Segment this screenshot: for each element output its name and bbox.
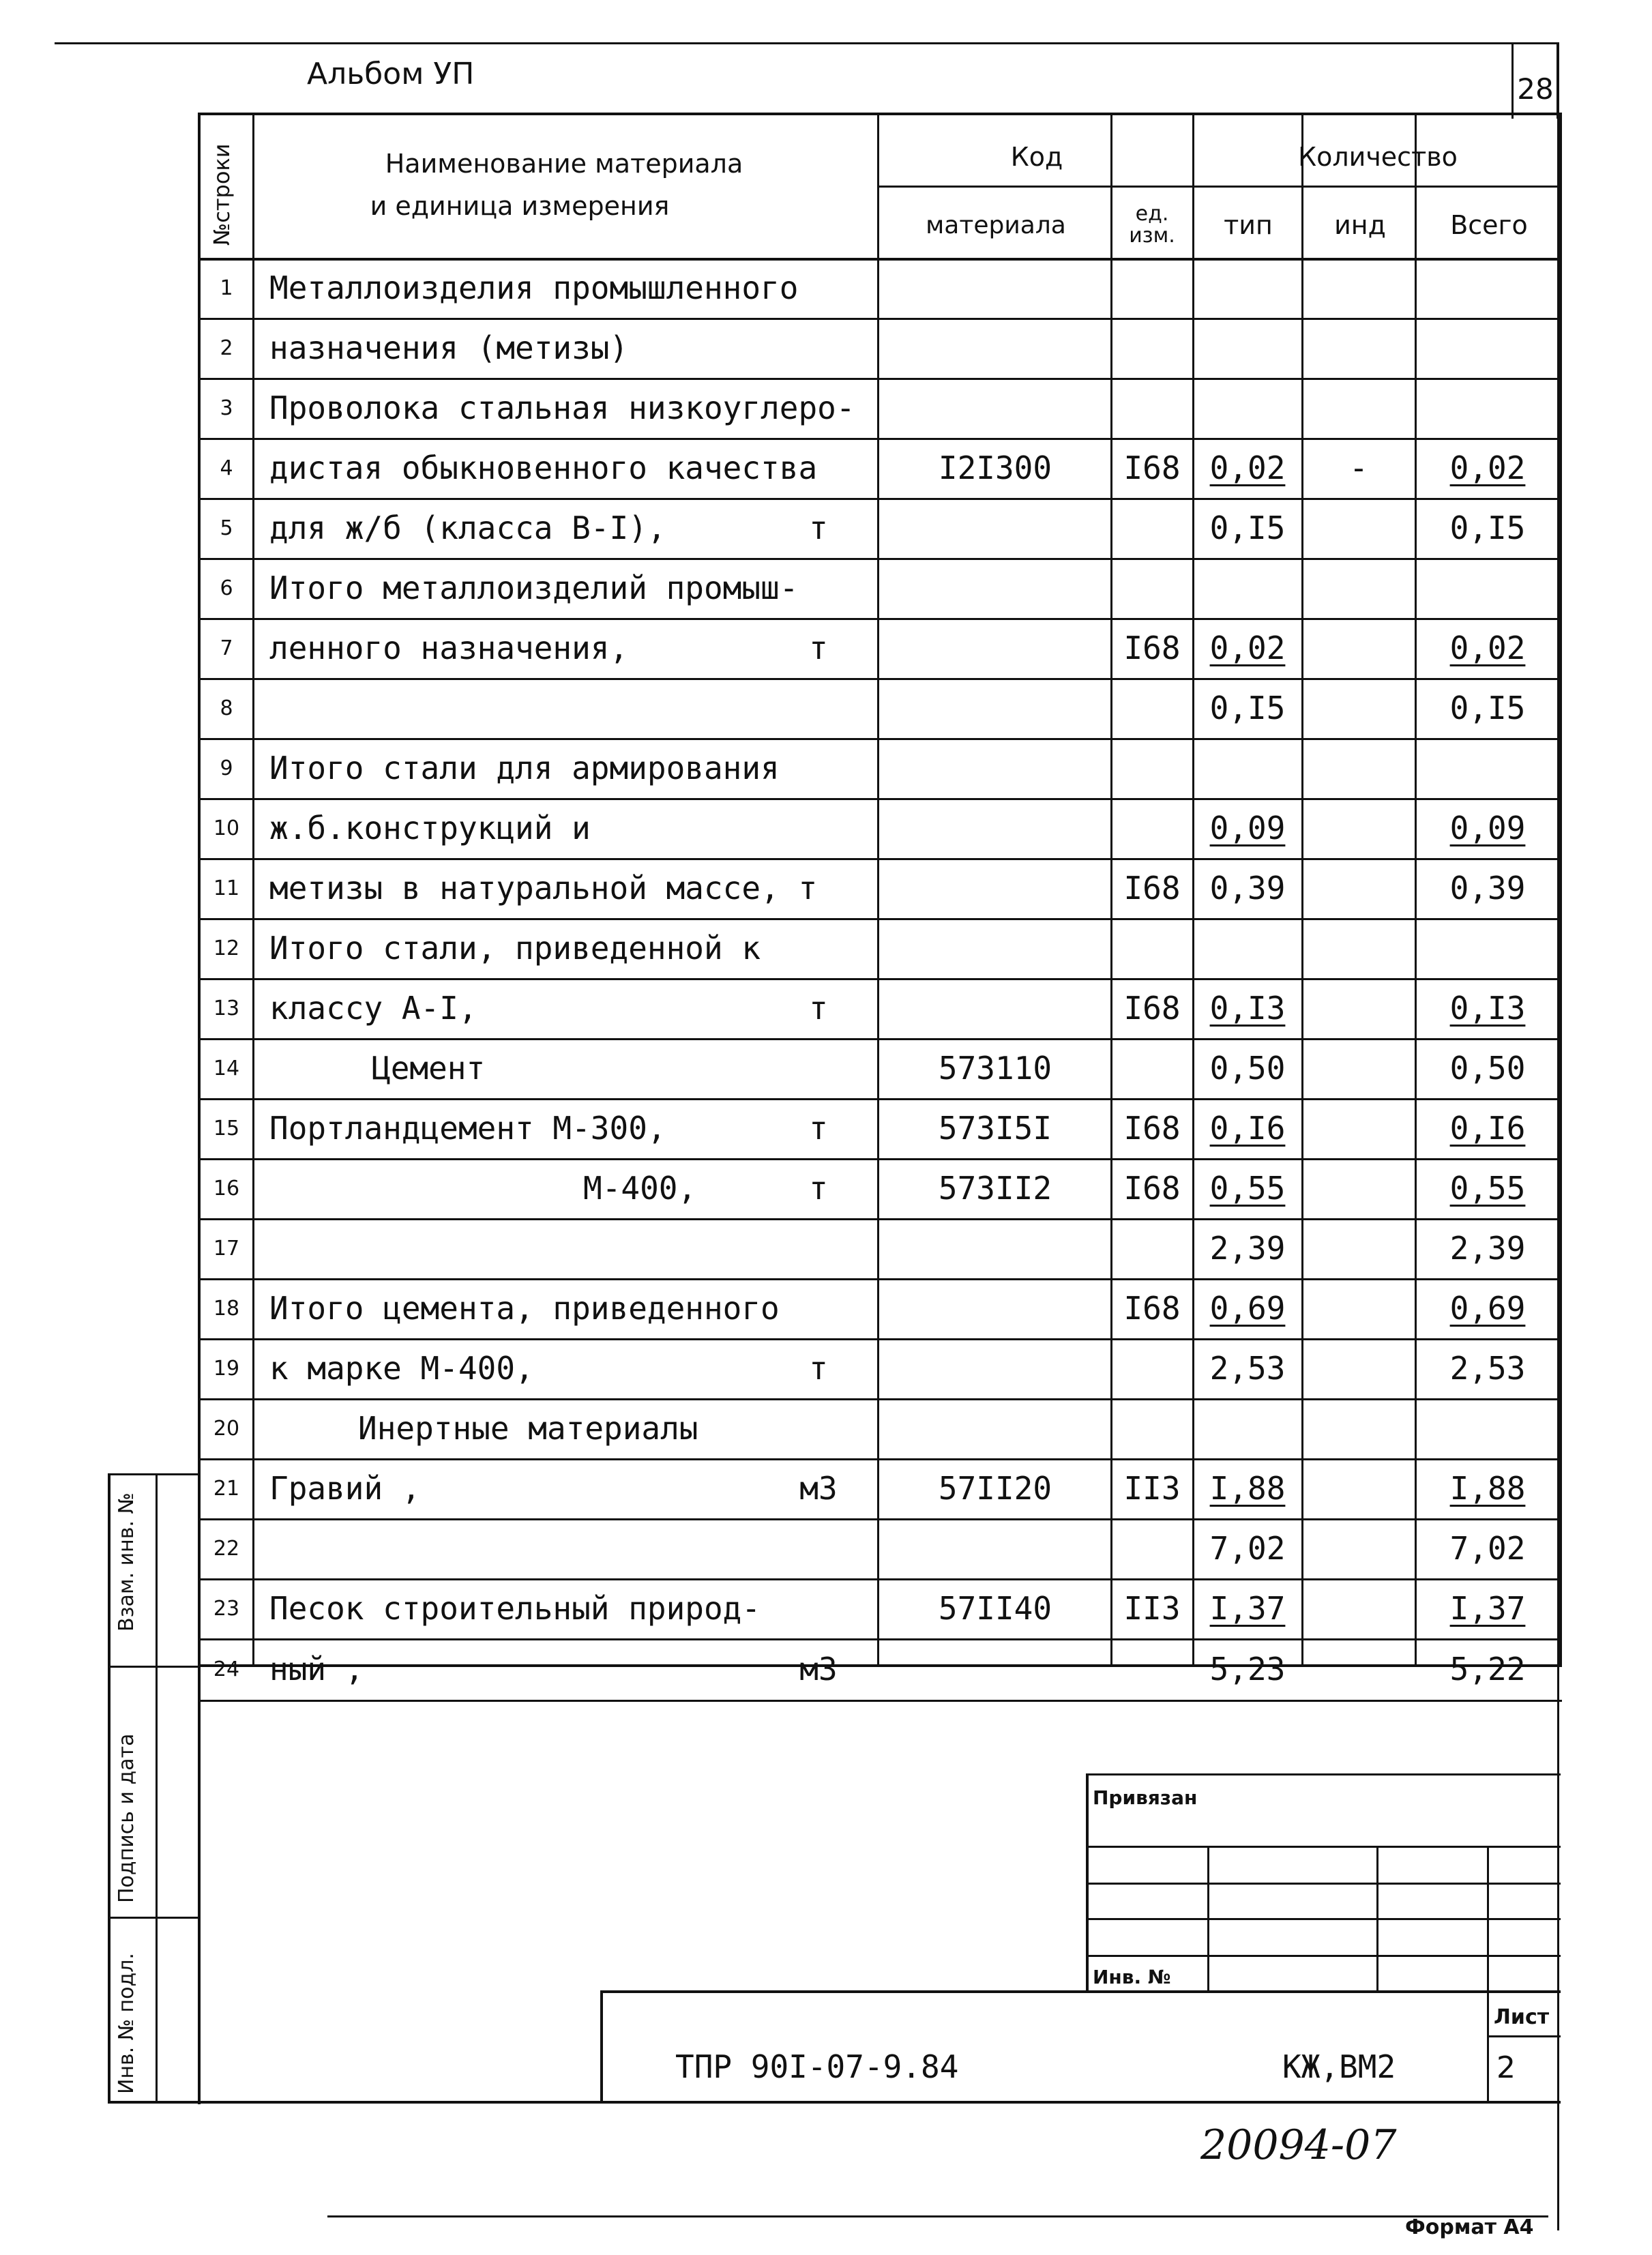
grid-line — [1301, 113, 1303, 1666]
grid-line — [1086, 1918, 1561, 1920]
row-number: 18 — [213, 1296, 240, 1321]
grid-line — [1086, 1883, 1561, 1885]
material-name: Итого цемента, приведенного — [269, 1290, 780, 1327]
qty-type: I,88 — [1209, 1470, 1286, 1507]
row-number: 13 — [213, 996, 240, 1020]
qty-ind: - — [1349, 449, 1368, 486]
qty-total: 7,02 — [1449, 1530, 1526, 1567]
grid-line — [600, 1990, 1561, 1993]
side-label-podpis: Подпись и дата — [115, 1733, 138, 1903]
row-number: 3 — [220, 396, 233, 420]
grid-line — [198, 1518, 1562, 1520]
material-name: Песок строительный природ- — [269, 1590, 761, 1627]
material-name: для ж/б (класса В-I), — [269, 510, 666, 546]
material-name: Итого стали для армирования — [269, 750, 780, 786]
unit-label: т — [809, 630, 828, 666]
title-list-label: Лист — [1494, 2005, 1550, 2029]
material-name: Итого стали, приведенной к — [269, 930, 761, 967]
row-number: 2 — [220, 336, 233, 360]
material-name: Металлоизделия промышленного — [269, 269, 799, 306]
unit-code: I68 — [1123, 1110, 1181, 1147]
qty-type: 0,55 — [1209, 1170, 1286, 1207]
row-number: 9 — [220, 756, 233, 780]
qty-type: 2,53 — [1209, 1350, 1286, 1387]
page-number: 28 — [1517, 72, 1554, 106]
row-number: 23 — [213, 1596, 240, 1621]
material-name: Инертные материалы — [358, 1410, 698, 1447]
unit-label: м3 — [799, 1651, 838, 1687]
grid-line — [877, 186, 1562, 188]
qty-type: 0,50 — [1209, 1050, 1286, 1087]
row-number: 20 — [213, 1416, 240, 1441]
grid-line — [108, 1917, 201, 1919]
qty-type: 0,I5 — [1209, 510, 1286, 546]
material-name: ж.б.конструкций и — [269, 810, 591, 846]
row-number: 16 — [213, 1176, 240, 1200]
material-name: дистая обыкновенного качества — [269, 449, 818, 486]
format-label: Формат А4 — [1405, 2215, 1534, 2239]
grid-line — [108, 1473, 201, 1475]
grid-line — [327, 2215, 1548, 2217]
side-label-vzam: Взам. инв. № — [115, 1492, 138, 1632]
header-qty-total: Всего — [1450, 210, 1528, 240]
title-inv-no: Инв. № — [1093, 1965, 1171, 1988]
grid-line — [156, 1473, 158, 2101]
side-label-inv-podl: Инв. № подл. — [115, 1953, 138, 2094]
unit-label: т — [809, 510, 828, 546]
material-code: 57II20 — [938, 1470, 1052, 1507]
grid-line — [1086, 1846, 1561, 1848]
handwritten-number: 20094-07 — [1200, 2121, 1397, 2169]
row-number: 14 — [213, 1056, 240, 1080]
qty-type: 7,02 — [1209, 1530, 1286, 1567]
qty-total: 0,I3 — [1449, 990, 1526, 1027]
material-name: Гравий , — [269, 1470, 421, 1507]
grid-line — [1086, 1955, 1561, 1957]
row-number: 19 — [213, 1356, 240, 1381]
grid-line — [108, 1666, 201, 1668]
header-qty-ind: инд — [1334, 210, 1386, 240]
qty-total: 0,I6 — [1449, 1110, 1526, 1147]
qty-total: I,88 — [1449, 1470, 1526, 1507]
title-document: ТПР 90I-07-9.84 — [675, 2048, 959, 2085]
material-name: назначения (метизы) — [269, 329, 629, 366]
grid-line — [1376, 1846, 1378, 1990]
grid-line — [55, 42, 1559, 44]
title-privyazan: Привязан — [1093, 1786, 1198, 1809]
material-code: 573110 — [938, 1050, 1052, 1087]
qty-type: I,37 — [1209, 1590, 1286, 1627]
grid-line — [198, 1218, 1562, 1220]
row-number: 21 — [213, 1476, 240, 1501]
row-number: 22 — [213, 1536, 240, 1561]
qty-type: 0,I5 — [1209, 690, 1286, 726]
qty-total: I,37 — [1449, 1590, 1526, 1627]
unit-code: I68 — [1123, 1290, 1181, 1327]
grid-line — [108, 2101, 1561, 2104]
material-name: к марке М-400, — [269, 1350, 534, 1387]
qty-total: 0,09 — [1449, 810, 1526, 846]
qty-total: 0,02 — [1449, 449, 1526, 486]
qty-total: 0,69 — [1449, 1290, 1526, 1327]
qty-total: 0,55 — [1449, 1170, 1526, 1207]
header-name-line1: Наименование материала — [385, 149, 743, 179]
grid-line — [600, 1990, 603, 2101]
material-code: 573I5I — [938, 1110, 1052, 1147]
unit-code: I68 — [1123, 449, 1181, 486]
header-qty-type: тип — [1224, 210, 1273, 240]
qty-type: 5,23 — [1209, 1651, 1286, 1687]
row-number: 24 — [213, 1657, 240, 1681]
header-code-unit: ед. изм. — [1129, 202, 1175, 248]
row-number: 17 — [213, 1236, 240, 1261]
material-code: 57II40 — [938, 1590, 1052, 1627]
grid-line — [252, 113, 254, 1666]
grid-line — [877, 113, 879, 1666]
qty-total: 0,50 — [1449, 1050, 1526, 1087]
row-number: 6 — [220, 576, 233, 600]
row-number: 11 — [213, 876, 240, 900]
unit-label: м3 — [799, 1470, 838, 1507]
material-code: I2I300 — [938, 449, 1052, 486]
qty-type: 2,39 — [1209, 1230, 1286, 1267]
material-name: ный , — [269, 1651, 364, 1687]
album-label: Альбом УП — [307, 56, 475, 91]
material-name: ленного назначения, — [269, 630, 629, 666]
unit-code: I68 — [1123, 630, 1181, 666]
qty-total: 2,53 — [1449, 1350, 1526, 1387]
qty-type: 0,02 — [1209, 449, 1286, 486]
row-number: 10 — [213, 816, 240, 840]
unit-code: II3 — [1123, 1470, 1181, 1507]
qty-type: 0,09 — [1209, 810, 1286, 846]
title-sheet-code: КЖ,ВМ2 — [1282, 2048, 1396, 2085]
header-code-material: материала — [926, 211, 1066, 239]
unit-label: т — [809, 990, 828, 1027]
unit-label: т — [809, 1170, 828, 1207]
grid-line — [1487, 1990, 1489, 2101]
unit-label: т — [809, 1350, 828, 1387]
qty-total: 0,39 — [1449, 870, 1526, 907]
header-name-line2: и единица измерения — [370, 191, 670, 221]
header-quantity: Количество — [1298, 142, 1458, 172]
row-number: 5 — [220, 516, 233, 540]
row-number: 12 — [213, 936, 240, 960]
qty-type: 0,69 — [1209, 1290, 1286, 1327]
row-number: 4 — [220, 456, 233, 480]
grid-line — [198, 113, 1562, 115]
grid-line — [198, 1700, 1562, 1702]
grid-line — [1487, 2035, 1561, 2037]
material-name: метизы в натуральной массе, т — [269, 870, 818, 907]
grid-line — [198, 678, 1562, 680]
unit-code: I68 — [1123, 870, 1181, 907]
header-code: Код — [1010, 142, 1063, 172]
unit-code: II3 — [1123, 1590, 1181, 1627]
qty-type: 0,39 — [1209, 870, 1286, 907]
row-number: 1 — [220, 276, 233, 300]
row-number: 7 — [220, 636, 233, 660]
title-list-value: 2 — [1496, 2050, 1516, 2085]
qty-total: 0,I5 — [1449, 510, 1526, 546]
material-code: 573II2 — [938, 1170, 1052, 1207]
qty-type: 0,I3 — [1209, 990, 1286, 1027]
row-number: 15 — [213, 1116, 240, 1140]
grid-line — [1086, 1773, 1561, 1775]
material-name: Цемент — [372, 1050, 486, 1087]
qty-total: 5,22 — [1449, 1651, 1526, 1687]
material-name: Портландцемент М-300, — [269, 1110, 666, 1147]
header-row-number: №строки — [209, 143, 235, 246]
material-name: Итого металлоизделий промыш- — [269, 570, 799, 606]
unit-label: т — [809, 1110, 828, 1147]
material-name: классу А-I, — [269, 990, 477, 1027]
qty-total: 0,I5 — [1449, 690, 1526, 726]
grid-line — [108, 1473, 110, 2101]
material-name: М-400, — [583, 1170, 697, 1207]
grid-line — [1487, 1846, 1489, 1990]
qty-total: 2,39 — [1449, 1230, 1526, 1267]
qty-type: 0,I6 — [1209, 1110, 1286, 1147]
qty-type: 0,02 — [1209, 630, 1286, 666]
grid-line — [1559, 113, 1562, 1666]
unit-code: I68 — [1123, 990, 1181, 1027]
qty-total: 0,02 — [1449, 630, 1526, 666]
row-number: 8 — [220, 696, 233, 720]
material-name: Проволока стальная низкоуглеро- — [269, 389, 855, 426]
unit-code: I68 — [1123, 1170, 1181, 1207]
